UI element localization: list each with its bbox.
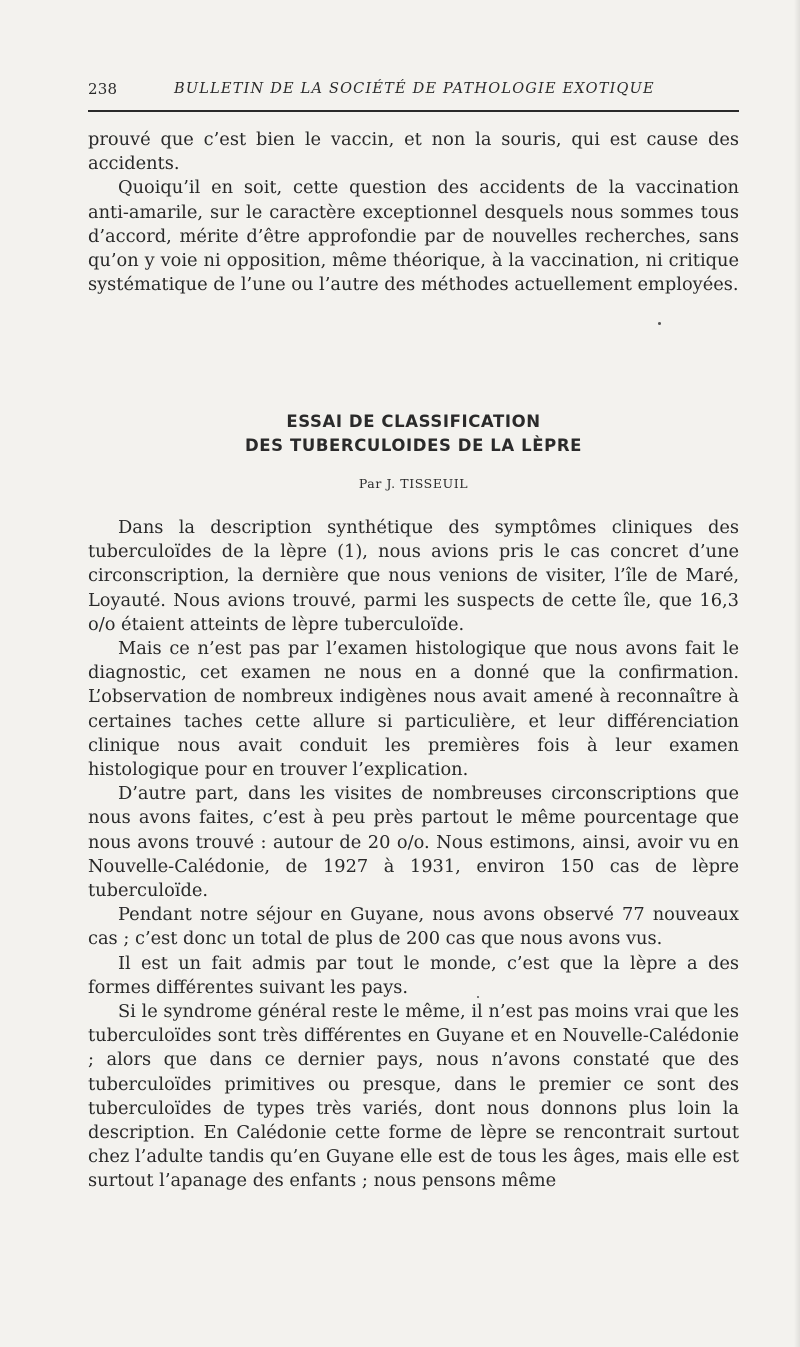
article-title	[88, 410, 739, 458]
body-paragraph: Il est un fait admis par tout le monde, c’est que la lèpre a des formes différentes suivant les pays.	[88, 952, 739, 998]
header-rule	[88, 110, 739, 112]
running-header	[88, 80, 738, 106]
page-edge-shadow	[794, 0, 800, 1347]
print-speck	[658, 322, 661, 325]
article-byline: Par J. TISSEUIL	[358, 476, 469, 491]
body-paragraph: Dans la description synthétique des symptômes cliniques des tuberculoïdes de la lèpre (1), nous avions pris le cas concret d’une circonscription, la dernière que nous venions de visiter, l’île de Maré, Loyauté. Nous avions trouvé, parmi les suspects de cette île, que 16,3 o/o étaient atteints de lèpre tuberculoïde.	[88, 517, 739, 635]
body-paragraph: Si le syndrome général reste le même, il n’est pas moins vrai que les tuberculoïdes sont très différentes en Guyane et en Nouvelle-Calédonie ; alors que dans ce dernier pays, nous n’avons constaté que des tuberculoïdes primitives ou presque, dans le premier ce sont des tuberculoïdes de types très variés, dont nous donnons plus loin la description. En Calédonie cette forme de lèpre se rencontrait surtout chez l’adulte tandis qu’en Guyane elle est de tous les âges, mais elle est surtout l’apanage des enfants ; nous pensons même	[88, 1001, 739, 1192]
continuation-paragraph: Quoiqu’il en soit, cette question des accidents de la vaccination anti-amarile, sur le caractère exceptionnel desquels nous sommes tous d’accord, mérite d’être approfondie par de nouvelles recherches, sans qu’on y voie ni opposition, même théorique, à la vaccination, ni critique systématique de l’une ou l’autre des méthodes actuellement employées.	[88, 177, 739, 296]
journal-title: BULLETIN DE LA SOCIÉTÉ DE PATHOLOGIE EXOTIQUE	[174, 81, 655, 97]
continuation-paragraph: prouvé que c’est bien le vaccin, et non la souris, qui est cause des accidents.	[88, 129, 739, 175]
article-title-line: ESSAI DE CLASSIFICATION	[286, 412, 541, 431]
body-paragraph: Pendant notre séjour en Guyane, nous avons observé 77 nouveaux cas ; c’est donc un total de plus de 200 cas que nous avons vus.	[88, 904, 739, 950]
body-paragraph: D’autre part, dans les visites de nombreuses circonscriptions que nous avons faites, c’est à peu près partout le même pourcentage que nous avons trouvé : autour de 20 o/o. Nous estimons, ainsi, avoir vu en Nouvelle-Calédonie, de 1927 à 1931, environ 150 cas de lèpre tuberculoïde.	[88, 783, 739, 902]
print-speck	[477, 996, 479, 998]
page-number: 238	[88, 80, 118, 98]
body-paragraph: Mais ce n’est pas par l’examen histologique que nous avons fait le diagnostic, cet examen ne nous en a donné que la confirmation. L’observation de nombreux indigènes nous avait amené à reconnaître à certaines taches cette allure si particulière, et leur différenciation clinique nous avait conduit les premières fois à leur examen histologique pour en trouver l’explication.	[88, 638, 739, 781]
article-body	[88, 516, 739, 1194]
article-title-line: DES TUBERCULOIDES DE LA LÈPRE	[245, 436, 582, 455]
previous-article-ending	[88, 128, 739, 297]
